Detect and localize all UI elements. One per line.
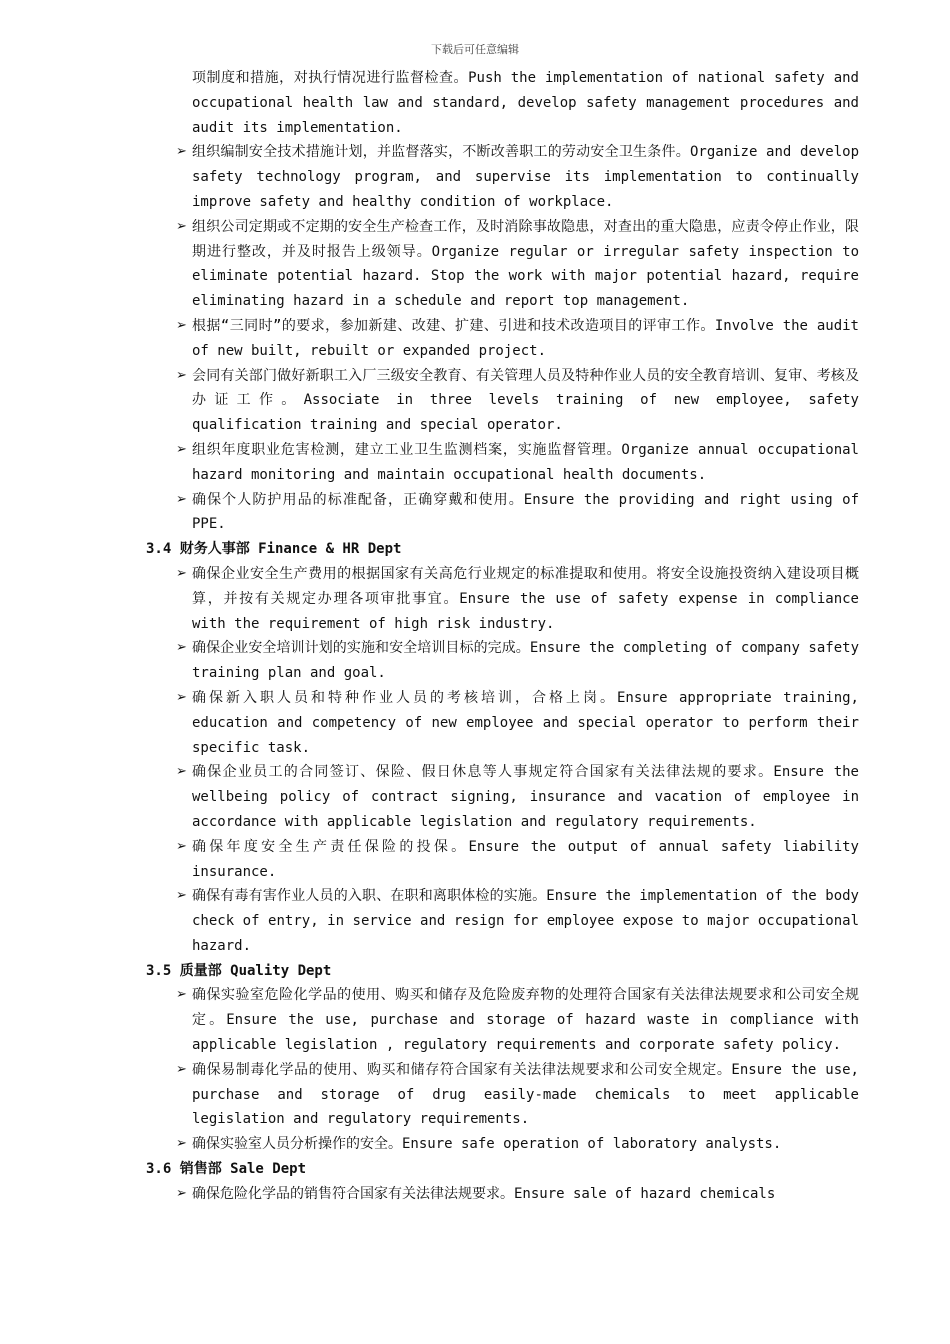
paragraph-text: 确保年度安全生产责任保险的投保。Ensure the output of annual safety liability insurance.: [192, 838, 859, 880]
page-header: 下载后可任意编辑: [431, 43, 519, 56]
section-heading: 3.6 销售部 Sale Dept: [146, 1161, 307, 1178]
paragraph: [192, 66, 859, 140]
paragraph-text: 确保新入职人员和特种作业人员的考核培训，合格上岗。Ensure appropriate training, education and competency of new employee and special operator to perform their specific task.: [192, 689, 859, 756]
bullet-item: [176, 1058, 859, 1132]
paragraph-text: 确保实验室人员分析操作的安全。Ensure safe operation of laboratory analysts.: [192, 1136, 782, 1153]
paragraph-text: 根据“三同时”的要求，参加新建、改建、扩建、引进和技术改造项目的评审工作。Involve the audit of new built, rebuilt or expanded project.: [192, 317, 859, 359]
bullet-arrow-icon: ➢: [176, 640, 187, 656]
bullet-arrow-icon: ➢: [176, 491, 187, 507]
bullet-item: [176, 562, 859, 636]
paragraph-text: 会同有关部门做好新职工入厂三级安全教育、有关管理人员及特种作业人员的安全教育培训、复审、考核及办证工作。Associate in three levels training of new employee, safety qualification training and special operator.: [192, 367, 859, 434]
bullet-arrow-icon: ➢: [176, 1185, 187, 1201]
bullet-item: [176, 1132, 859, 1157]
bullet-item: [176, 983, 859, 1057]
bullet-arrow-icon: ➢: [176, 764, 187, 780]
paragraph-text: 确保个人防护用品的标准配备，正确穿戴和使用。Ensure the providing and right using of PPE.: [192, 491, 859, 533]
bullet-item: [176, 1182, 859, 1207]
bullet-arrow-icon: ➢: [176, 367, 187, 383]
bullet-item: [176, 835, 859, 885]
bullet-arrow-icon: ➢: [176, 565, 187, 581]
paragraph-text: 确保易制毒化学品的使用、购买和储存符合国家有关法律法规要求和公司安全规定。Ensure the use, purchase and storage of drug easily-made chemicals to meet applicable legislation and regulatory requirements.: [192, 1061, 859, 1128]
bullet-item: [176, 760, 859, 834]
bullet-item: [176, 488, 859, 538]
bullet-arrow-icon: ➢: [176, 441, 187, 457]
bullet-arrow-icon: ➢: [176, 317, 187, 333]
bullet-item: [176, 884, 859, 958]
bullet-item: [176, 314, 859, 364]
bullet-arrow-icon: ➢: [176, 1136, 187, 1152]
paragraph-text: 组织公司定期或不定期的安全生产检查工作，及时消除事故隐患，对查出的重大隐患，应责令停止作业，限期进行整改，并及时报告上级领导。Organize regular or irregular safety inspection to eliminate potential hazard. Stop the work with major potential hazard, require eliminating hazard in a schedule and report top management.: [192, 218, 859, 310]
paragraph-text: 确保有毒有害作业人员的入职、在职和离职体检的实施。Ensure the implementation of the body check of entry, in service and resign for employee expose to major occupational hazard.: [192, 888, 859, 954]
paragraph-text: 确保企业安全生产费用的根据国家有关高危行业规定的标准提取和使用。将安全设施投资纳入建设项目概算，并按有关规定办理各项审批事宜。Ensure the use of safety expense in compliance with the requirement of high risk industry.: [192, 565, 859, 632]
paragraph-text: 确保危险化学品的销售符合国家有关法律法规要求。Ensure sale of hazard chemicals: [192, 1185, 776, 1202]
paragraph-text: 项制度和措施，对执行情况进行监督检查。Push the implementation of national safety and occupational health law and standard, develop safety management procedures and audit its implementation.: [192, 70, 859, 136]
section-heading: 3.4 财务人事部 Finance & HR Dept: [146, 541, 402, 558]
bullet-item: [176, 636, 859, 686]
paragraph-text: 确保实验室危险化学品的使用、购买和储存及危险废弃物的处理符合国家有关法律法规要求和公司安全规定。Ensure the use, purchase and storage of hazard waste in compliance with applicable legislation , regulatory requirements and corporate safety policy.: [192, 987, 859, 1054]
bullet-arrow-icon: ➢: [176, 218, 187, 234]
bullet-arrow-icon: ➢: [176, 1061, 187, 1077]
bullet-item: [176, 140, 859, 214]
bullet-item: [176, 438, 859, 488]
bullet-arrow-icon: ➢: [176, 838, 187, 854]
bullet-item: [176, 686, 859, 760]
bullet-arrow-icon: ➢: [176, 144, 187, 160]
paragraph-text: 组织年度职业危害检测，建立工业卫生监测档案，实施监督管理。Organize annual occupational hazard monitoring and maintain occupational health documents.: [192, 441, 859, 483]
bullet-arrow-icon: ➢: [176, 888, 187, 904]
bullet-arrow-icon: ➢: [176, 689, 187, 705]
bullet-item: [176, 215, 859, 314]
document-body: [0, 66, 950, 1207]
bullet-arrow-icon: ➢: [176, 987, 187, 1003]
section-heading: 3.5 质量部 Quality Dept: [146, 962, 332, 979]
paragraph-text: 组织编制安全技术措施计划，并监督落实，不断改善职工的劳动安全卫生条件。Organize and develop safety technology program, and supervise its implementation to continually improve safety and healthy condition of workplace.: [192, 144, 859, 210]
paragraph-text: 确保企业员工的合同签订、保险、假日休息等人事规定符合国家有关法律法规的要求。Ensure the wellbeing policy of contract signing, insurance and vacation of employee in accordance with applicable legislation and regulatory requirements.: [192, 764, 859, 830]
paragraph-text: 确保企业安全培训计划的实施和安全培训目标的完成。Ensure the completing of company safety training plan and goal.: [192, 640, 859, 682]
bullet-item: [176, 364, 859, 438]
